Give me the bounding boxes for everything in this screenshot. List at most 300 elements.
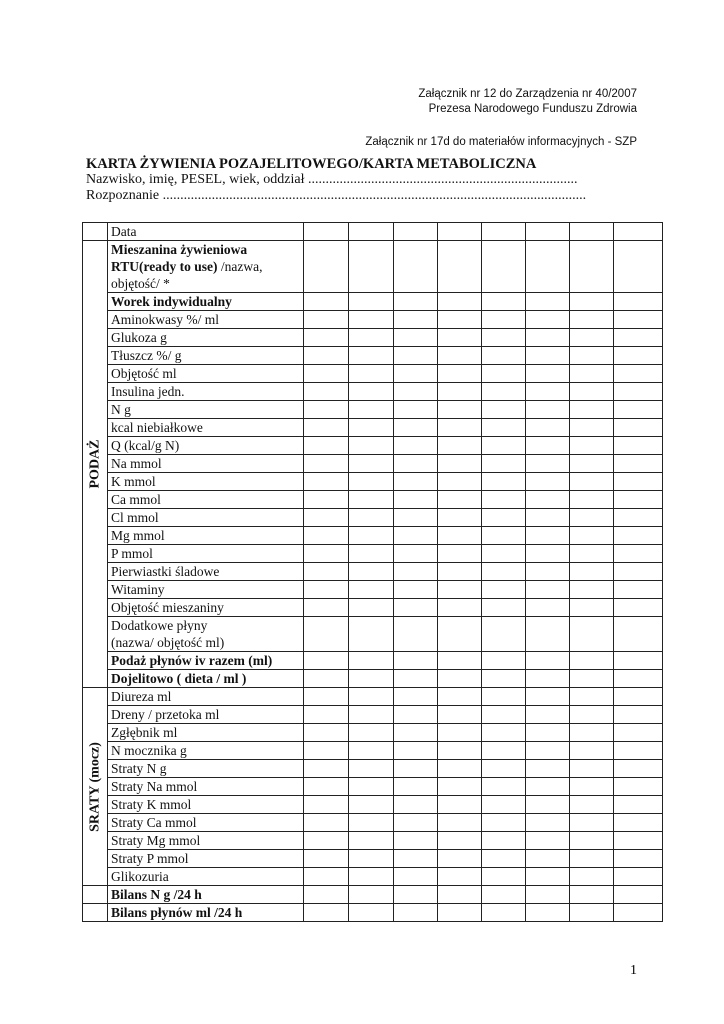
- entry-cell[interactable]: [614, 563, 663, 581]
- entry-cell[interactable]: [394, 778, 438, 796]
- entry-cell[interactable]: [614, 329, 663, 347]
- entry-cell[interactable]: [349, 814, 394, 832]
- entry-cell[interactable]: [349, 742, 394, 760]
- entry-cell[interactable]: [526, 347, 570, 365]
- entry-cell[interactable]: [349, 599, 394, 617]
- entry-cell[interactable]: [394, 742, 438, 760]
- entry-cell[interactable]: [394, 293, 438, 311]
- entry-cell[interactable]: [349, 347, 394, 365]
- entry-cell[interactable]: [570, 886, 614, 904]
- entry-cell[interactable]: [570, 329, 614, 347]
- entry-cell[interactable]: [349, 329, 394, 347]
- entry-cell[interactable]: [614, 850, 663, 868]
- entry-cell[interactable]: [526, 563, 570, 581]
- entry-cell[interactable]: [304, 814, 349, 832]
- entry-cell[interactable]: [304, 796, 349, 814]
- entry-cell[interactable]: [394, 688, 438, 706]
- entry-cell[interactable]: [570, 814, 614, 832]
- entry-cell[interactable]: [570, 742, 614, 760]
- entry-cell[interactable]: [614, 401, 663, 419]
- entry-cell[interactable]: [526, 491, 570, 509]
- entry-cell[interactable]: [394, 401, 438, 419]
- entry-cell[interactable]: [482, 886, 526, 904]
- entry-cell[interactable]: [394, 491, 438, 509]
- entry-cell[interactable]: [349, 868, 394, 886]
- entry-cell[interactable]: [482, 491, 526, 509]
- entry-cell[interactable]: [614, 814, 663, 832]
- entry-cell[interactable]: [349, 473, 394, 491]
- entry-cell[interactable]: [304, 311, 349, 329]
- entry-cell[interactable]: [304, 293, 349, 311]
- entry-cell[interactable]: [482, 832, 526, 850]
- entry-cell[interactable]: [526, 241, 570, 293]
- entry-cell[interactable]: [614, 491, 663, 509]
- entry-cell[interactable]: [526, 904, 570, 922]
- entry-cell[interactable]: [526, 724, 570, 742]
- entry-cell[interactable]: [304, 223, 349, 241]
- entry-cell[interactable]: [570, 832, 614, 850]
- entry-cell[interactable]: [570, 293, 614, 311]
- entry-cell[interactable]: [304, 886, 349, 904]
- entry-cell[interactable]: [614, 599, 663, 617]
- entry-cell[interactable]: [614, 223, 663, 241]
- entry-cell[interactable]: [614, 347, 663, 365]
- entry-cell[interactable]: [438, 509, 482, 527]
- entry-cell[interactable]: [570, 563, 614, 581]
- entry-cell[interactable]: [394, 904, 438, 922]
- entry-cell[interactable]: [304, 832, 349, 850]
- entry-cell[interactable]: [570, 311, 614, 329]
- entry-cell[interactable]: [394, 868, 438, 886]
- entry-cell[interactable]: [304, 904, 349, 922]
- entry-cell[interactable]: [614, 365, 663, 383]
- entry-cell[interactable]: [304, 455, 349, 473]
- entry-cell[interactable]: [394, 886, 438, 904]
- entry-cell[interactable]: [438, 383, 482, 401]
- entry-cell[interactable]: [349, 527, 394, 545]
- entry-cell[interactable]: [304, 724, 349, 742]
- entry-cell[interactable]: [304, 527, 349, 545]
- entry-cell[interactable]: [482, 778, 526, 796]
- entry-cell[interactable]: [570, 724, 614, 742]
- entry-cell[interactable]: [349, 796, 394, 814]
- entry-cell[interactable]: [304, 599, 349, 617]
- entry-cell[interactable]: [482, 329, 526, 347]
- entry-cell[interactable]: [304, 383, 349, 401]
- entry-cell[interactable]: [438, 581, 482, 599]
- entry-cell[interactable]: [304, 473, 349, 491]
- entry-cell[interactable]: [304, 545, 349, 563]
- entry-cell[interactable]: [482, 599, 526, 617]
- entry-cell[interactable]: [570, 599, 614, 617]
- entry-cell[interactable]: [394, 832, 438, 850]
- entry-cell[interactable]: [394, 581, 438, 599]
- entry-cell[interactable]: [394, 545, 438, 563]
- entry-cell[interactable]: [614, 311, 663, 329]
- entry-cell[interactable]: [482, 419, 526, 437]
- table-row: [83, 670, 663, 688]
- entry-cell[interactable]: [438, 904, 482, 922]
- entry-cell[interactable]: [304, 491, 349, 509]
- entry-cell[interactable]: [304, 760, 349, 778]
- entry-cell[interactable]: [394, 383, 438, 401]
- row-label-line: Dojelitowo ( dieta / ml ): [111, 671, 247, 686]
- entry-cell[interactable]: [304, 742, 349, 760]
- entry-cell[interactable]: [482, 742, 526, 760]
- entry-cell[interactable]: [482, 527, 526, 545]
- entry-cell[interactable]: [570, 473, 614, 491]
- entry-cell[interactable]: [394, 311, 438, 329]
- entry-cell[interactable]: [438, 886, 482, 904]
- entry-cell[interactable]: [482, 724, 526, 742]
- entry-cell[interactable]: [570, 383, 614, 401]
- entry-cell[interactable]: [349, 509, 394, 527]
- entry-cell[interactable]: [614, 760, 663, 778]
- entry-cell[interactable]: [349, 760, 394, 778]
- entry-cell[interactable]: [438, 455, 482, 473]
- entry-cell[interactable]: [349, 455, 394, 473]
- entry-cell[interactable]: [438, 688, 482, 706]
- entry-cell[interactable]: [438, 347, 482, 365]
- entry-cell[interactable]: [614, 509, 663, 527]
- entry-cell[interactable]: [438, 814, 482, 832]
- entry-cell[interactable]: [438, 760, 482, 778]
- entry-cell[interactable]: [570, 223, 614, 241]
- entry-cell[interactable]: [614, 886, 663, 904]
- entry-cell[interactable]: [614, 796, 663, 814]
- entry-cell[interactable]: [526, 437, 570, 455]
- entry-cell[interactable]: [482, 688, 526, 706]
- entry-cell[interactable]: [570, 455, 614, 473]
- entry-cell[interactable]: [394, 724, 438, 742]
- entry-cell[interactable]: [570, 778, 614, 796]
- entry-cell[interactable]: [526, 509, 570, 527]
- entry-cell[interactable]: [570, 365, 614, 383]
- entry-cell[interactable]: [570, 652, 614, 670]
- entry-cell[interactable]: [438, 617, 482, 652]
- entry-cell[interactable]: [438, 742, 482, 760]
- entry-cell[interactable]: [438, 223, 482, 241]
- entry-cell[interactable]: [304, 437, 349, 455]
- entry-cell[interactable]: [349, 850, 394, 868]
- entry-cell[interactable]: [570, 241, 614, 293]
- entry-cell[interactable]: [570, 688, 614, 706]
- entry-cell[interactable]: [570, 509, 614, 527]
- entry-cell[interactable]: [304, 652, 349, 670]
- entry-cell[interactable]: [304, 706, 349, 724]
- entry-cell[interactable]: [349, 419, 394, 437]
- entry-cell[interactable]: [482, 401, 526, 419]
- entry-cell[interactable]: [304, 778, 349, 796]
- entry-cell[interactable]: [570, 581, 614, 599]
- entry-cell[interactable]: [614, 473, 663, 491]
- entry-cell[interactable]: [304, 617, 349, 652]
- entry-cell[interactable]: [304, 401, 349, 419]
- entry-cell[interactable]: [349, 383, 394, 401]
- entry-cell[interactable]: [394, 223, 438, 241]
- entry-cell[interactable]: [614, 688, 663, 706]
- table-row: [83, 383, 663, 401]
- entry-cell[interactable]: [526, 796, 570, 814]
- entry-cell[interactable]: [526, 545, 570, 563]
- entry-cell[interactable]: [482, 365, 526, 383]
- row-label: [108, 599, 304, 617]
- entry-cell[interactable]: [349, 652, 394, 670]
- entry-cell[interactable]: [394, 796, 438, 814]
- entry-cell[interactable]: [526, 401, 570, 419]
- entry-cell[interactable]: [394, 455, 438, 473]
- entry-cell[interactable]: [482, 437, 526, 455]
- entry-cell[interactable]: [438, 365, 482, 383]
- entry-cell[interactable]: [438, 778, 482, 796]
- entry-cell[interactable]: [482, 868, 526, 886]
- entry-cell[interactable]: [438, 329, 482, 347]
- entry-cell[interactable]: [526, 473, 570, 491]
- entry-cell[interactable]: [349, 617, 394, 652]
- entry-cell[interactable]: [482, 563, 526, 581]
- entry-cell[interactable]: [526, 617, 570, 652]
- entry-cell[interactable]: [349, 311, 394, 329]
- entry-cell[interactable]: [614, 527, 663, 545]
- entry-cell[interactable]: [526, 223, 570, 241]
- entry-cell[interactable]: [349, 706, 394, 724]
- entry-cell[interactable]: [349, 241, 394, 293]
- entry-cell[interactable]: [570, 437, 614, 455]
- metabolic-chart-table: [82, 222, 663, 922]
- entry-cell[interactable]: [482, 241, 526, 293]
- entry-cell[interactable]: [614, 293, 663, 311]
- entry-cell[interactable]: [304, 688, 349, 706]
- entry-cell[interactable]: [394, 419, 438, 437]
- entry-cell[interactable]: [526, 311, 570, 329]
- row-label-line: RTU(ready to use) /nazwa,: [111, 259, 263, 274]
- entry-cell[interactable]: [394, 814, 438, 832]
- entry-cell[interactable]: [614, 545, 663, 563]
- entry-cell[interactable]: [349, 401, 394, 419]
- entry-cell[interactable]: [304, 581, 349, 599]
- entry-cell[interactable]: [438, 796, 482, 814]
- entry-cell[interactable]: [349, 223, 394, 241]
- entry-cell[interactable]: [482, 383, 526, 401]
- entry-cell[interactable]: [438, 401, 482, 419]
- row-label: [108, 652, 304, 670]
- entry-cell[interactable]: [482, 670, 526, 688]
- entry-cell[interactable]: [526, 814, 570, 832]
- entry-cell[interactable]: [349, 886, 394, 904]
- entry-cell[interactable]: [304, 509, 349, 527]
- entry-cell[interactable]: [438, 652, 482, 670]
- entry-cell[interactable]: [304, 347, 349, 365]
- entry-cell[interactable]: [349, 563, 394, 581]
- entry-cell[interactable]: [438, 706, 482, 724]
- entry-cell[interactable]: [349, 688, 394, 706]
- entry-cell[interactable]: [614, 742, 663, 760]
- entry-cell[interactable]: [526, 652, 570, 670]
- entry-cell[interactable]: [482, 850, 526, 868]
- entry-cell[interactable]: [349, 491, 394, 509]
- entry-cell[interactable]: [570, 850, 614, 868]
- entry-cell[interactable]: [438, 527, 482, 545]
- entry-cell[interactable]: [526, 329, 570, 347]
- entry-cell[interactable]: [349, 832, 394, 850]
- entry-cell[interactable]: [349, 724, 394, 742]
- entry-cell[interactable]: [438, 868, 482, 886]
- entry-cell[interactable]: [482, 617, 526, 652]
- entry-cell[interactable]: [438, 419, 482, 437]
- entry-cell[interactable]: [482, 814, 526, 832]
- entry-cell[interactable]: [482, 311, 526, 329]
- entry-cell[interactable]: [526, 832, 570, 850]
- entry-cell[interactable]: [349, 670, 394, 688]
- entry-cell[interactable]: [570, 760, 614, 778]
- entry-cell[interactable]: [438, 670, 482, 688]
- entry-cell[interactable]: [614, 241, 663, 293]
- entry-cell[interactable]: [526, 706, 570, 724]
- entry-cell[interactable]: [438, 563, 482, 581]
- entry-cell[interactable]: [526, 670, 570, 688]
- entry-cell[interactable]: [349, 293, 394, 311]
- entry-cell[interactable]: [526, 778, 570, 796]
- entry-cell[interactable]: [482, 904, 526, 922]
- entry-cell[interactable]: [482, 293, 526, 311]
- entry-cell[interactable]: [482, 455, 526, 473]
- entry-cell[interactable]: [394, 509, 438, 527]
- entry-cell[interactable]: [614, 706, 663, 724]
- entry-cell[interactable]: [482, 509, 526, 527]
- entry-cell[interactable]: [438, 850, 482, 868]
- entry-cell[interactable]: [304, 850, 349, 868]
- entry-cell[interactable]: [394, 670, 438, 688]
- entry-cell[interactable]: [614, 904, 663, 922]
- entry-cell[interactable]: [304, 868, 349, 886]
- entry-cell[interactable]: [394, 652, 438, 670]
- entry-cell[interactable]: [482, 545, 526, 563]
- entry-cell[interactable]: [570, 617, 614, 652]
- entry-cell[interactable]: [349, 778, 394, 796]
- entry-cell[interactable]: [526, 688, 570, 706]
- entry-cell[interactable]: [482, 652, 526, 670]
- entry-cell[interactable]: [526, 383, 570, 401]
- entry-cell[interactable]: [526, 293, 570, 311]
- entry-cell[interactable]: [526, 455, 570, 473]
- entry-cell[interactable]: [349, 545, 394, 563]
- entry-cell[interactable]: [438, 724, 482, 742]
- entry-cell[interactable]: [304, 419, 349, 437]
- entry-cell[interactable]: [614, 617, 663, 652]
- entry-cell[interactable]: [526, 742, 570, 760]
- entry-cell[interactable]: [614, 670, 663, 688]
- entry-cell[interactable]: [438, 241, 482, 293]
- entry-cell[interactable]: [394, 347, 438, 365]
- entry-cell[interactable]: [570, 419, 614, 437]
- entry-cell[interactable]: [526, 419, 570, 437]
- entry-cell[interactable]: [614, 437, 663, 455]
- entry-cell[interactable]: [438, 311, 482, 329]
- entry-cell[interactable]: [394, 850, 438, 868]
- entry-cell[interactable]: [570, 706, 614, 724]
- entry-cell[interactable]: [614, 455, 663, 473]
- table-row: [83, 868, 663, 886]
- entry-cell[interactable]: [349, 365, 394, 383]
- entry-cell[interactable]: [570, 670, 614, 688]
- entry-cell[interactable]: [394, 563, 438, 581]
- entry-cell[interactable]: [614, 419, 663, 437]
- entry-cell[interactable]: [349, 904, 394, 922]
- entry-cell[interactable]: [394, 241, 438, 293]
- entry-cell[interactable]: [526, 886, 570, 904]
- entry-cell[interactable]: [614, 832, 663, 850]
- entry-cell[interactable]: [304, 563, 349, 581]
- entry-cell[interactable]: [614, 868, 663, 886]
- entry-cell[interactable]: [482, 796, 526, 814]
- row-label: [108, 581, 304, 599]
- entry-cell[interactable]: [304, 670, 349, 688]
- entry-cell[interactable]: [526, 868, 570, 886]
- entry-cell[interactable]: [570, 868, 614, 886]
- entry-cell[interactable]: [482, 581, 526, 599]
- entry-cell[interactable]: [438, 437, 482, 455]
- entry-cell[interactable]: [570, 527, 614, 545]
- entry-cell[interactable]: [349, 437, 394, 455]
- entry-cell[interactable]: [482, 760, 526, 778]
- entry-cell[interactable]: [394, 706, 438, 724]
- entry-cell[interactable]: [304, 241, 349, 293]
- entry-cell[interactable]: [394, 599, 438, 617]
- entry-cell[interactable]: [614, 724, 663, 742]
- entry-cell[interactable]: [438, 473, 482, 491]
- entry-cell[interactable]: [570, 347, 614, 365]
- entry-cell[interactable]: [526, 365, 570, 383]
- entry-cell[interactable]: [394, 437, 438, 455]
- entry-cell[interactable]: [394, 617, 438, 652]
- row-label: Dreny / przetoka ml: [108, 706, 304, 724]
- entry-cell[interactable]: [304, 329, 349, 347]
- entry-cell[interactable]: [438, 599, 482, 617]
- entry-cell[interactable]: [394, 527, 438, 545]
- entry-cell[interactable]: [526, 760, 570, 778]
- entry-cell[interactable]: [526, 850, 570, 868]
- entry-cell[interactable]: [349, 581, 394, 599]
- entry-cell[interactable]: [570, 401, 614, 419]
- entry-cell[interactable]: [526, 527, 570, 545]
- entry-cell[interactable]: [394, 760, 438, 778]
- entry-cell[interactable]: [570, 796, 614, 814]
- entry-cell[interactable]: [614, 778, 663, 796]
- entry-cell[interactable]: [304, 365, 349, 383]
- row-label-line: Dodatkowe płyny: [111, 618, 208, 633]
- entry-cell[interactable]: [614, 383, 663, 401]
- entry-cell[interactable]: [394, 329, 438, 347]
- entry-cell[interactable]: [614, 652, 663, 670]
- entry-cell[interactable]: [394, 473, 438, 491]
- table-row: [83, 311, 663, 329]
- entry-cell[interactable]: [482, 347, 526, 365]
- entry-cell[interactable]: [570, 545, 614, 563]
- entry-cell[interactable]: [482, 223, 526, 241]
- entry-cell[interactable]: [482, 473, 526, 491]
- entry-cell[interactable]: [570, 491, 614, 509]
- entry-cell[interactable]: [526, 599, 570, 617]
- entry-cell[interactable]: [438, 832, 482, 850]
- entry-cell[interactable]: [614, 581, 663, 599]
- entry-cell[interactable]: [570, 904, 614, 922]
- entry-cell[interactable]: [394, 365, 438, 383]
- entry-cell[interactable]: [438, 545, 482, 563]
- entry-cell[interactable]: [438, 491, 482, 509]
- entry-cell[interactable]: [438, 293, 482, 311]
- entry-cell[interactable]: [526, 581, 570, 599]
- entry-cell[interactable]: [482, 706, 526, 724]
